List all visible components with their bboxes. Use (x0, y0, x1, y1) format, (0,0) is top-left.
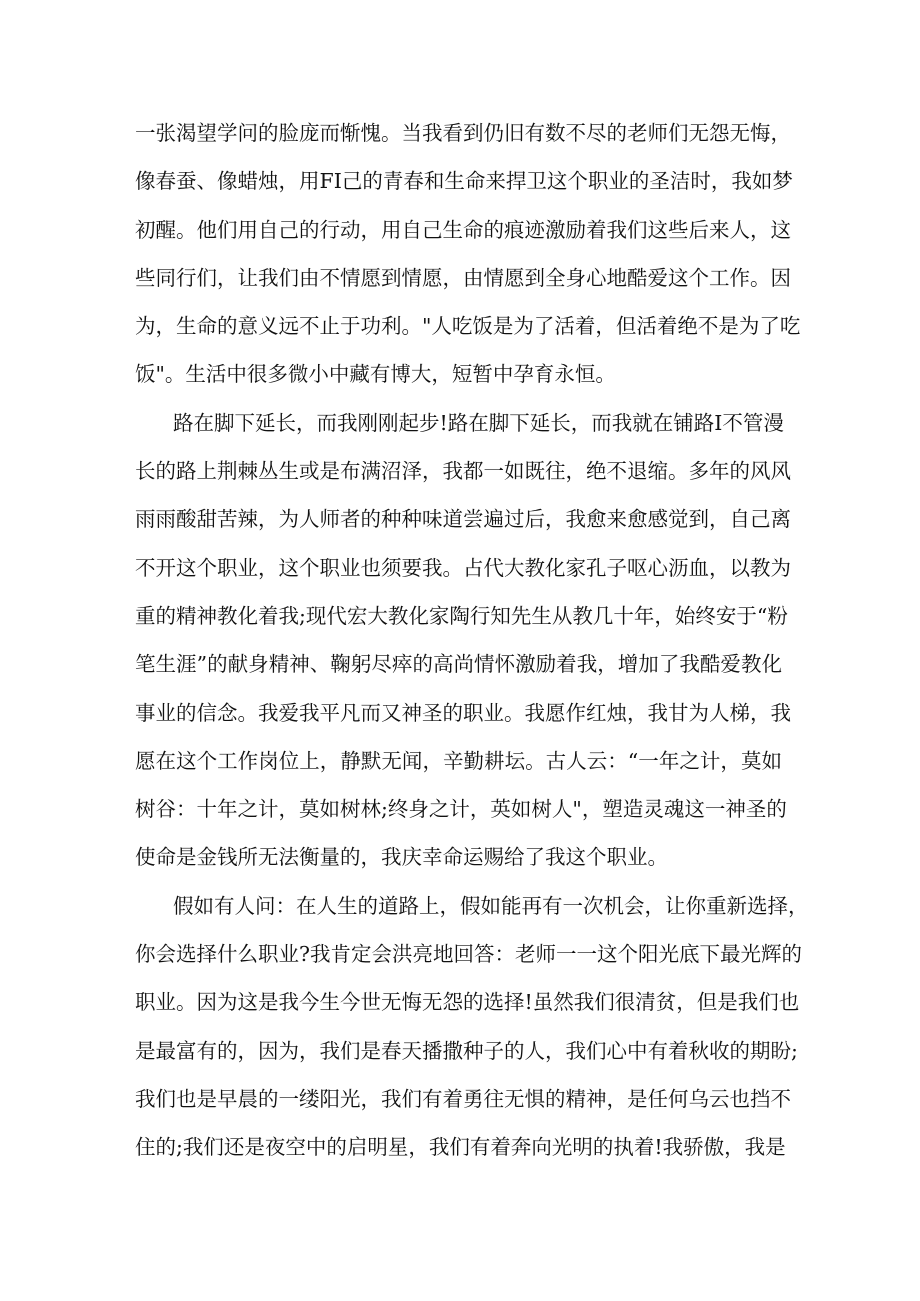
text-line: 长的路上荆棘丛生或是布满沼泽，我都一如既往，绝不退缩。多年的风风 (135, 459, 791, 484)
text-line: 为，生命的意义远不止于功利。"人吃饭是为了活着，但活着绝不是为了吃 (135, 314, 801, 339)
text-line: 些同行们，让我们由不情愿到情愿，由情愿到全身心地酷爱这个工作。因 (135, 265, 791, 290)
paragraph (135, 399, 791, 882)
text-line: 职业。因为这是我今生今世无悔无怨的选择!虽然我们很清贫，但是我们也 (135, 990, 800, 1015)
text-line: 雨雨酸甜苦辣，为人师者的种种味道尝遍过后，我愈来愈感觉到，自己离 (135, 507, 791, 532)
document-body (135, 109, 809, 1172)
text-line: 是最富有的，因为，我们是春天播撒种子的人，我们心中有着秋收的期盼; (135, 1038, 798, 1063)
text-line: 使命是金钱所无法衡量的，我庆幸命运赐给了我这个职业。 (135, 845, 668, 870)
text-line: 路在脚下延长，而我刚刚起步!路在脚下延长，而我就在铺路I不管漫 (173, 410, 784, 435)
text-line: 假如有人问：在人生的道路上，假如能再有一次机会，让你重新选择， (173, 893, 809, 918)
text-line: 住的;我们还是夜空中的启明星，我们有着奔向光明的执着!我骄傲，我是 (135, 1135, 786, 1160)
paragraph (135, 882, 809, 1172)
paragraph (135, 109, 801, 399)
text-line: 我们也是早晨的一缕阳光，我们有着勇往无惧的精神，是任何乌云也挡不 (135, 1086, 791, 1111)
text-line: 初醒。他们用自己的行动，用自己生命的痕迹激励着我们这些后来人，这 (135, 217, 791, 242)
text-line: 重的精神教化着我;现代宏大教化家陶行知先生从教几十年，始终安于“粉 (135, 603, 788, 628)
text-line: 饭"。生活中很多微小中藏有博大，短暂中孕育永恒。 (135, 362, 616, 387)
text-line: 你会选择什么职业?我肯定会洪亮地回答：老师一一这个阳光底下最光辉的 (135, 942, 802, 967)
text-line: 不开这个职业，这个职业也须要我。占代大教化家孔子呕心沥血，以教为 (135, 555, 791, 580)
text-line: 树谷：十年之计，莫如树林;终身之计，英如树人"，塑造灵魂这一神圣的 (135, 797, 787, 822)
text-line: 像春蚕、像蜡烛，用FI己的青春和生命来捍卫这个职业的圣洁时，我如梦 (135, 169, 793, 194)
text-line: 一张渴望学问的脸庞而惭愧。当我看到仍旧有数不尽的老师们无怨无悔， (135, 121, 791, 145)
text-line: 事业的信念。我爱我平凡而又神圣的职业。我愿作红烛，我甘为人梯，我 (135, 700, 791, 725)
text-line: 笔生涯”的献身精神、鞠躬尽瘁的高尚情怀激励着我，增加了我酷爱教化 (135, 652, 782, 677)
text-line: 愿在这个工作岗位上，静默无闻，辛勤耕坛。古人云：“一年之计，莫如 (135, 748, 782, 773)
